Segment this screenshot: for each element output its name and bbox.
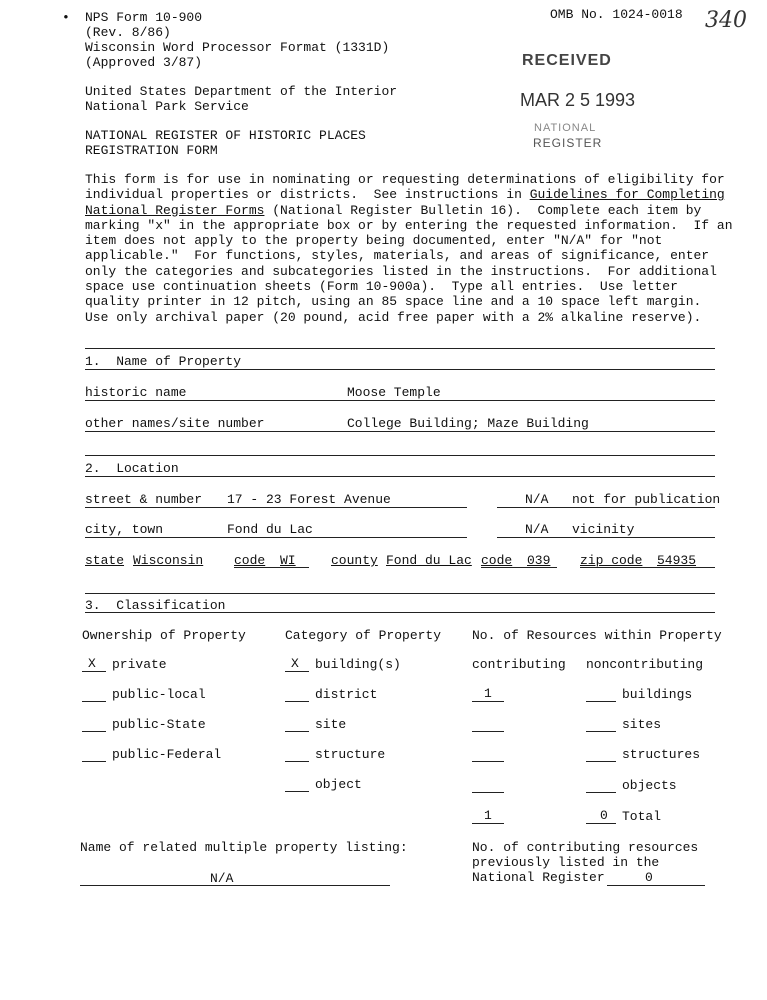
historic-name-field[interactable]: Moose Temple — [347, 385, 441, 400]
contributing-buildings-field[interactable]: 1 — [484, 686, 492, 701]
resources-buildings-label: buildings — [622, 687, 693, 702]
ownership-public-federal-label: public-Federal — [112, 747, 222, 762]
instructions-line: individual properties or districts. See instructions in Guidelines for Completing — [85, 187, 725, 203]
form-format: Wisconsin Word Processor Format (1331D) — [85, 40, 390, 55]
stamp-register: REGISTER — [533, 136, 603, 150]
section-1-heading: 1. Name of Property — [85, 354, 242, 369]
instructions-line: item does not apply to the property being documented, enter "N/A" for "not — [85, 233, 663, 249]
instructions-paragraph — [85, 172, 733, 325]
multiple-listing-field[interactable]: N/A — [210, 871, 234, 886]
street-field[interactable]: 17 - 23 Forest Avenue — [227, 492, 391, 507]
contributing-structures-field[interactable] — [472, 761, 504, 762]
category-object-label: object — [315, 777, 362, 792]
category-district-label: district — [315, 687, 378, 702]
resources-total-label: Total — [622, 809, 662, 824]
category-district-checkbox[interactable] — [285, 701, 309, 702]
ownership-private-checkbox[interactable]: X — [88, 656, 96, 671]
category-object-checkbox[interactable] — [285, 791, 309, 792]
vicinity-label: vicinity — [572, 522, 635, 537]
count-line — [472, 701, 504, 702]
county-field[interactable]: Fond du Lac — [386, 553, 472, 568]
instructions-line: space use continuation sheets (Form 10-900a). Type all entries. Use letter — [85, 279, 678, 295]
street-label: street & number — [85, 492, 203, 507]
count-line — [586, 823, 616, 824]
county-label: county — [331, 553, 378, 568]
resources-sites-label: sites — [622, 717, 662, 732]
previously-listed-label-3: National Register — [472, 870, 605, 885]
stamp-national: NATIONAL — [534, 122, 597, 134]
zip-field[interactable]: 54935 — [657, 553, 697, 568]
section-divider — [85, 455, 715, 456]
previously-listed-field[interactable]: 0 — [645, 870, 653, 885]
previously-listed-label-2: previously listed in the — [472, 855, 660, 870]
resources-structures-label: structures — [622, 747, 701, 762]
ownership-public-federal-checkbox[interactable] — [82, 761, 106, 762]
city-field[interactable]: Fond du Lac — [227, 522, 313, 537]
field-rule — [580, 567, 715, 568]
category-structure-checkbox[interactable] — [285, 761, 309, 762]
category-building-checkbox[interactable]: X — [291, 656, 299, 671]
guidelines-reference-cont: National Register Forms — [85, 202, 265, 218]
ownership-public-state-label: public-State — [112, 717, 206, 732]
historic-name-label: historic name — [85, 385, 187, 400]
noncontributing-buildings-field[interactable] — [586, 701, 616, 702]
field-rule — [497, 537, 715, 538]
contributing-sites-field[interactable] — [472, 731, 504, 732]
contributing-total-field[interactable]: 1 — [484, 808, 492, 823]
ownership-public-state-checkbox[interactable] — [82, 731, 106, 732]
category-heading: Category of Property — [285, 628, 442, 643]
noncontributing-structures-field[interactable] — [586, 761, 616, 762]
instructions-line: marking "x" in the appropriate box or by entering the requested information. If an — [85, 217, 733, 233]
section-heading-rule — [85, 476, 715, 477]
category-structure-label: structure — [315, 747, 386, 762]
noncontributing-label: noncontributing — [586, 657, 704, 672]
ownership-private-label: private — [112, 657, 167, 672]
category-site-checkbox[interactable] — [285, 731, 309, 732]
noncontributing-sites-field[interactable] — [586, 731, 616, 732]
form-title-2: REGISTRATION FORM — [85, 143, 218, 158]
instructions-line: quality printer in 12 pitch, using an 85 space line and a 10 space left margin. — [85, 294, 702, 310]
service: National Park Service — [85, 99, 249, 114]
field-rule — [234, 567, 309, 568]
field-rule — [481, 567, 557, 568]
instructions-line: applicable." For functions, styles, materials, and areas of significance, enter — [85, 248, 710, 264]
form-rev: (Rev. 8/86) — [85, 25, 171, 40]
ownership-public-local-checkbox[interactable] — [82, 701, 106, 702]
count-line — [472, 823, 504, 824]
category-building-label: building(s) — [315, 657, 401, 672]
other-names-field[interactable]: College Building; Maze Building — [347, 416, 589, 431]
received-stamp: RECEIVED — [522, 52, 612, 69]
form-approved: (Approved 3/87) — [85, 55, 203, 70]
instructions-line: This form is for use in nominating or requesting determinations of eligibility for — [85, 172, 725, 187]
code2-field[interactable]: 039 — [527, 553, 551, 568]
contributing-objects-field[interactable] — [472, 792, 504, 793]
handwritten-number: 340 — [705, 8, 747, 33]
omb-number: OMB No. 1024-0018 — [550, 7, 683, 22]
bullet-mark: • — [62, 10, 70, 25]
section-2-heading: 2. Location — [85, 461, 179, 476]
checkbox-line — [285, 671, 309, 672]
resources-heading: No. of Resources within Property — [472, 628, 722, 643]
state-label: state — [85, 553, 125, 568]
other-names-label: other names/site number — [85, 416, 265, 431]
code2-label: code — [481, 553, 513, 568]
section-heading-rule — [85, 612, 715, 613]
code-field[interactable]: WI — [280, 553, 296, 568]
noncontributing-total-field[interactable]: 0 — [600, 808, 608, 823]
noncontributing-objects-field[interactable] — [586, 792, 616, 793]
instructions-line: Use only archival paper (20 pound, acid free paper with a 2% alkaline reserve). — [85, 309, 702, 325]
section-heading-rule — [85, 369, 715, 370]
multiple-listing-label: Name of related multiple property listing: — [80, 840, 408, 855]
city-na-field[interactable]: N/A — [525, 522, 549, 537]
ownership-heading: Ownership of Property — [82, 628, 246, 643]
ownership-public-local-label: public-local — [112, 687, 206, 702]
section-divider — [85, 593, 715, 594]
instructions-line: only the categories and subcategories listed in the instructions. For additional — [85, 263, 717, 279]
category-site-label: site — [315, 717, 347, 732]
department: United States Department of the Interior — [85, 84, 398, 99]
contributing-label: contributing — [472, 657, 566, 672]
form-title-1: NATIONAL REGISTER OF HISTORIC PLACES — [85, 128, 366, 143]
state-field[interactable]: Wisconsin — [133, 553, 204, 568]
field-rule — [85, 400, 715, 401]
field-rule — [85, 431, 715, 432]
resources-objects-label: objects — [622, 778, 677, 793]
section-divider — [85, 348, 715, 349]
code-label: code — [234, 553, 266, 568]
form-id: NPS Form 10-900 — [85, 10, 203, 25]
date-stamp: MAR 2 5 1993 — [520, 90, 636, 110]
instructions-line: National Register Forms (National Register Bulletin 16). Complete each item by — [85, 202, 702, 218]
zip-label: zip code — [580, 553, 643, 568]
section-3-heading: 3. Classification — [85, 598, 226, 613]
field-rule — [80, 885, 390, 886]
field-rule — [85, 507, 467, 508]
street-na-field[interactable]: N/A — [525, 492, 549, 507]
field-rule — [85, 537, 467, 538]
city-label: city, town — [85, 522, 164, 537]
field-rule — [497, 507, 715, 508]
not-for-publication-label: not for publication — [572, 492, 721, 507]
previously-listed-label-1: No. of contributing resources — [472, 840, 699, 855]
checkbox-line — [82, 671, 106, 672]
field-rule — [607, 885, 705, 886]
guidelines-reference: Guidelines for Completing — [529, 187, 725, 203]
